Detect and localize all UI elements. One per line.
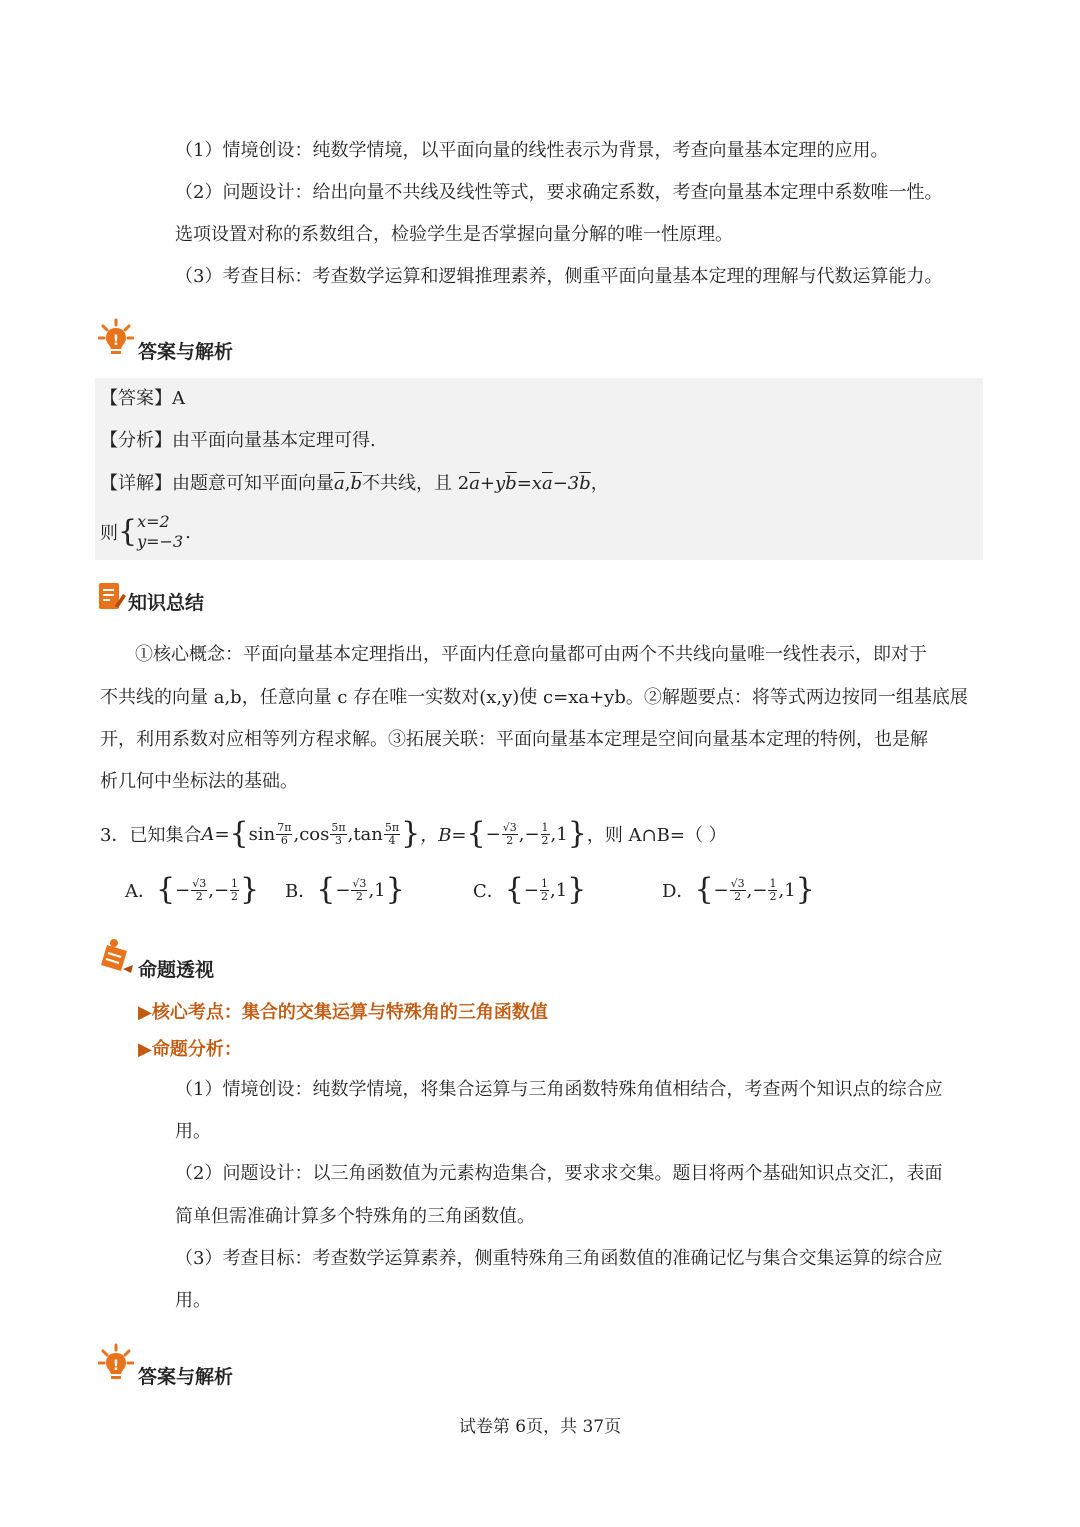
left-brace: { [694,872,714,907]
answer-value: A [172,388,185,409]
left-brace: { [504,872,524,907]
design-heading: 命题透视 [138,959,215,981]
fraction [541,822,550,847]
analysis-label: 【分析】 [100,430,172,451]
detail-text: 由题意可知平面向量 [172,473,334,494]
option-d[interactable] [662,868,815,912]
paragraph-scenario: （1）情境创设：纯数学情境，以平面向量的线性表示为背景，考查向量基本定理的应用。 [175,140,889,161]
answer-label: 【答案】 [100,388,172,409]
right-brace: } [401,816,421,851]
numerator: 1 [231,876,239,890]
detail-comma: ， [590,473,609,494]
left-brace: { [229,816,249,851]
paragraph-scenario: （1）情境创设：纯数学情境，将集合运算与三角函数特殊角值相结合，考查两个知识点的综合应 [175,1079,943,1100]
option-c-label: C． [473,881,505,902]
minus-sign: − [523,879,539,901]
minus-sign: − [713,879,729,901]
option-c[interactable] [473,868,586,912]
comma: , [518,823,525,845]
denominator: 2 [541,833,549,847]
summary-line: ①核心概念：平面向量基本定理指出，平面内任意向量都可由两个不共线向量唯一线性表示，即对于 [135,644,927,665]
lightbulb-icon [98,318,134,358]
paragraph-design-cont: 选项设置对称的系数组合，检验学生是否掌握向量分解的唯一性原理。 [175,224,733,245]
left-brace: { [156,872,176,907]
comma: , [208,879,214,901]
right-brace: } [240,872,260,907]
comma: , [778,879,785,901]
question-prefix: 3．已知集合 [100,825,202,846]
numerator: 5π [331,820,346,834]
right-brace: } [567,816,587,851]
svg-text:!: ! [112,333,120,349]
summary-line: 开，利用系数对应相等列方程求解。③拓展关联：平面向量基本定理是空间向量基本定理的特例，也是解 [100,729,928,750]
minus-sign: − [524,823,540,845]
paragraph-design-cont: 简单但需准确计算多个特殊角的三角函数值。 [175,1206,535,1227]
tan-label: ,tan [347,823,383,845]
answer-heading: 答案与解析 [138,341,234,363]
minus-sign: − [752,879,768,901]
fraction [330,822,346,847]
equation-1: x=2 [137,512,170,531]
vector-b: $\overline{b}$ [579,473,591,494]
numerator: √3 [730,876,745,890]
element-one: 1 [555,879,568,901]
comma: , [549,879,556,901]
fraction [540,878,549,903]
comma: , [746,879,753,901]
analysis-line [100,426,376,456]
vector-a: $\overline{a}$ [334,473,345,494]
option-b-label: B． [285,881,317,902]
analysis-title: ▶命题分析： [138,1039,242,1060]
fraction [502,822,518,847]
core-point: ▶核心考点：集合的交集运算与特殊角的三角函数值 [138,1002,548,1023]
analysis-text: 由平面向量基本定理可得. [172,430,376,451]
right-brace: } [567,872,587,907]
fraction [191,878,207,903]
denominator: 6 [280,833,288,847]
minus-sign: − [485,823,501,845]
vector-a: $\overline{a}$ [469,473,480,494]
numerator: 1 [540,876,548,890]
vector-separator: , [344,473,351,494]
element-one: 1 [374,879,386,901]
equation-2: y=−3 [137,532,184,551]
fraction [730,878,746,903]
comma: , [550,823,557,845]
paragraph-goal-cont: 用。 [175,1290,211,1311]
summary-line: 不共线的向量 a,b，任意向量 c 存在唯一实数对(x,y)使 c=xa+yb。②解题要点：将等式两边按同一组基底展 [100,687,968,708]
numerator: √3 [502,820,517,834]
denominator: 2 [355,889,363,903]
denominator: 4 [388,833,396,847]
numerator: √3 [352,876,367,890]
set-a-label: A= [201,823,230,845]
detail-line [100,469,609,499]
question-3 [100,812,727,856]
vector-b: $\overline{b}$ [505,473,517,494]
denominator: 3 [334,833,342,847]
then-label: 则 [100,523,118,544]
vector-b: $\overline{b}$ [350,473,362,494]
megaphone-note-icon [97,935,137,975]
minus-sign: − [335,879,351,901]
detail-plus-y: +y [479,473,506,494]
option-b[interactable] [285,868,405,912]
element-one: 1 [556,823,568,845]
summary-line: 析几何中坐标法的基础。 [100,771,298,792]
left-brace: { [118,514,138,549]
minus-sign: − [175,879,191,901]
denominator: 2 [231,889,239,903]
svg-text:!: ! [112,1358,120,1374]
fraction [768,878,777,903]
left-brace: { [316,872,336,907]
fraction [351,878,367,903]
vector-a: $\overline{a}$ [541,473,553,494]
answer-line [100,384,185,414]
set-b-label: ，B= [420,825,467,846]
option-d-label: D． [662,881,695,902]
summary-heading: 知识总结 [128,592,205,614]
right-brace: } [385,872,405,907]
comma: , [368,879,375,901]
numerator: 5π [384,820,400,834]
system-equations [137,512,183,552]
equation-system [100,510,191,554]
cos-label: ,cos [293,823,330,845]
minus-sign: − [213,879,230,901]
left-brace: { [466,816,486,851]
numerator: √3 [192,876,207,890]
notepad-pencil-icon [97,580,127,612]
option-a[interactable] [125,868,259,912]
detail-eq-x: =x [516,473,542,494]
period: . [185,521,191,543]
page-footer: 试卷第 6页，共 37页 [458,1417,622,1437]
denominator: 2 [506,833,514,847]
lightbulb-icon [98,1343,134,1383]
option-a-label: A． [125,881,156,902]
detail-label: 【详解】 [100,473,172,494]
fraction [384,822,400,847]
paragraph-goal: （3）考查目标：考查数学运算素养，侧重特殊角三角函数值的准确记忆与集合交集运算的综合应 [175,1248,943,1269]
paragraph-scenario-cont: 用。 [175,1121,211,1142]
paragraph-goal: （3）考查目标：考查数学运算和逻辑推理素养，侧重平面向量基本定理的理解与代数运算能力。 [175,266,943,287]
right-brace: } [795,872,815,907]
denominator: 2 [769,889,777,903]
denominator: 2 [195,889,203,903]
denominator: 2 [734,889,742,903]
detail-minus-3: −3 [552,473,580,494]
numerator: 7π [277,820,292,834]
question-tail: ，则 A∩B=（ ） [586,825,727,846]
paragraph-design: （2）问题设计：给出向量不共线及线性等式，要求确定系数，考查向量基本定理中系数唯一性。 [175,182,943,203]
numerator: 1 [769,876,777,890]
fraction [276,822,292,847]
denominator: 2 [540,889,548,903]
fraction [230,878,239,903]
sin-label: sin [248,823,276,845]
numerator: 1 [541,820,549,834]
element-one: 1 [784,879,796,901]
paragraph-design: （2）问题设计：以三角函数值为元素构造集合，要求求交集。题目将两个基础知识点交汇，表面 [175,1163,943,1184]
detail-text-b: 不共线，且 2 [362,473,470,494]
answer-heading: 答案与解析 [138,1366,234,1388]
